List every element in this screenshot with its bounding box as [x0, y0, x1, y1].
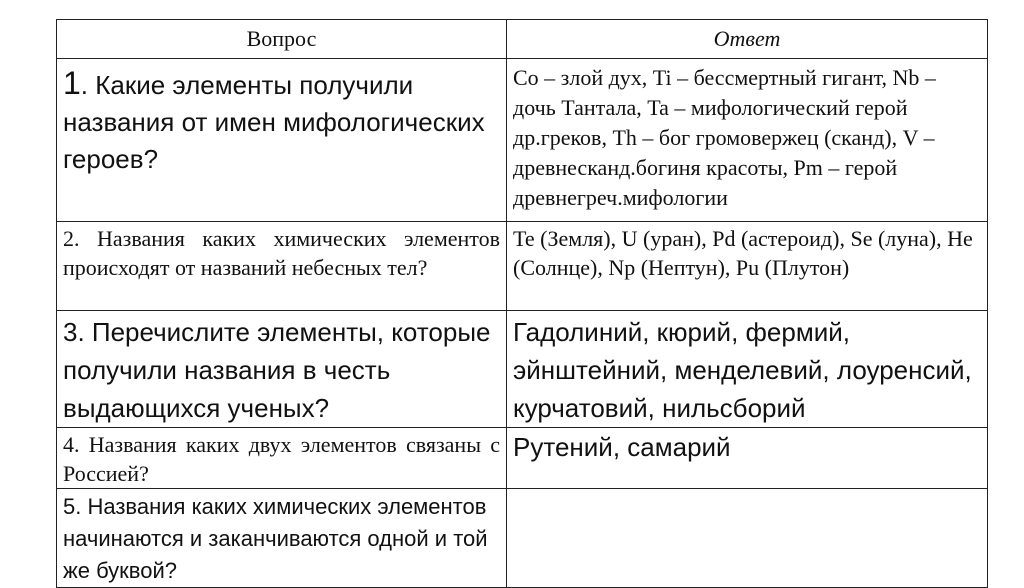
table-row	[57, 428, 988, 489]
table-row	[57, 489, 988, 588]
answer-column-header: Ответ	[507, 20, 988, 59]
table-row	[57, 222, 988, 311]
question-cell	[57, 59, 507, 222]
qa-table	[56, 19, 988, 588]
answer-cell: Рутений, самарий	[507, 428, 988, 489]
table-row	[57, 311, 988, 428]
question-cell: 4. Названия каких двух элементов связаны с Россией?	[57, 428, 507, 489]
question-number: 1	[63, 65, 81, 101]
answer-cell: Гадолиний, кюрий, фермий, эйнштейний, менделевий, лоуренсий, курчатовий, нильсборий	[507, 311, 988, 428]
table-row	[57, 59, 988, 222]
question-cell: 2. Названия каких химических элементов происходят от названий небесных тел?	[57, 222, 507, 311]
question-column-header: Вопрос	[57, 20, 507, 59]
question-text: . Какие элементы получили названия от имен мифологических героев?	[63, 70, 485, 174]
answer-cell	[507, 489, 988, 588]
table-header-row	[57, 20, 988, 59]
answer-cell: Co – злой дух, Ti – бессмертный гигант, Nb – дочь Тантала, Ta – мифологический герой др.греков, Th – бог громовержец (сканд), V – древнесканд.богиня красоты, Pm – герой древнегреч.мифологии	[507, 59, 988, 222]
question-cell: 3. Перечислите элементы, которые получили названия в честь выдающихся ученых?	[57, 311, 507, 428]
question-cell: 5. Названия каких химических элементов начинаются и заканчиваются одной и той же буквой?	[57, 489, 507, 588]
answer-cell: Te (Земля), U (уран), Pd (астероид), Se (луна), He (Солнце), Np (Нептун), Pu (Плутон)	[507, 222, 988, 311]
